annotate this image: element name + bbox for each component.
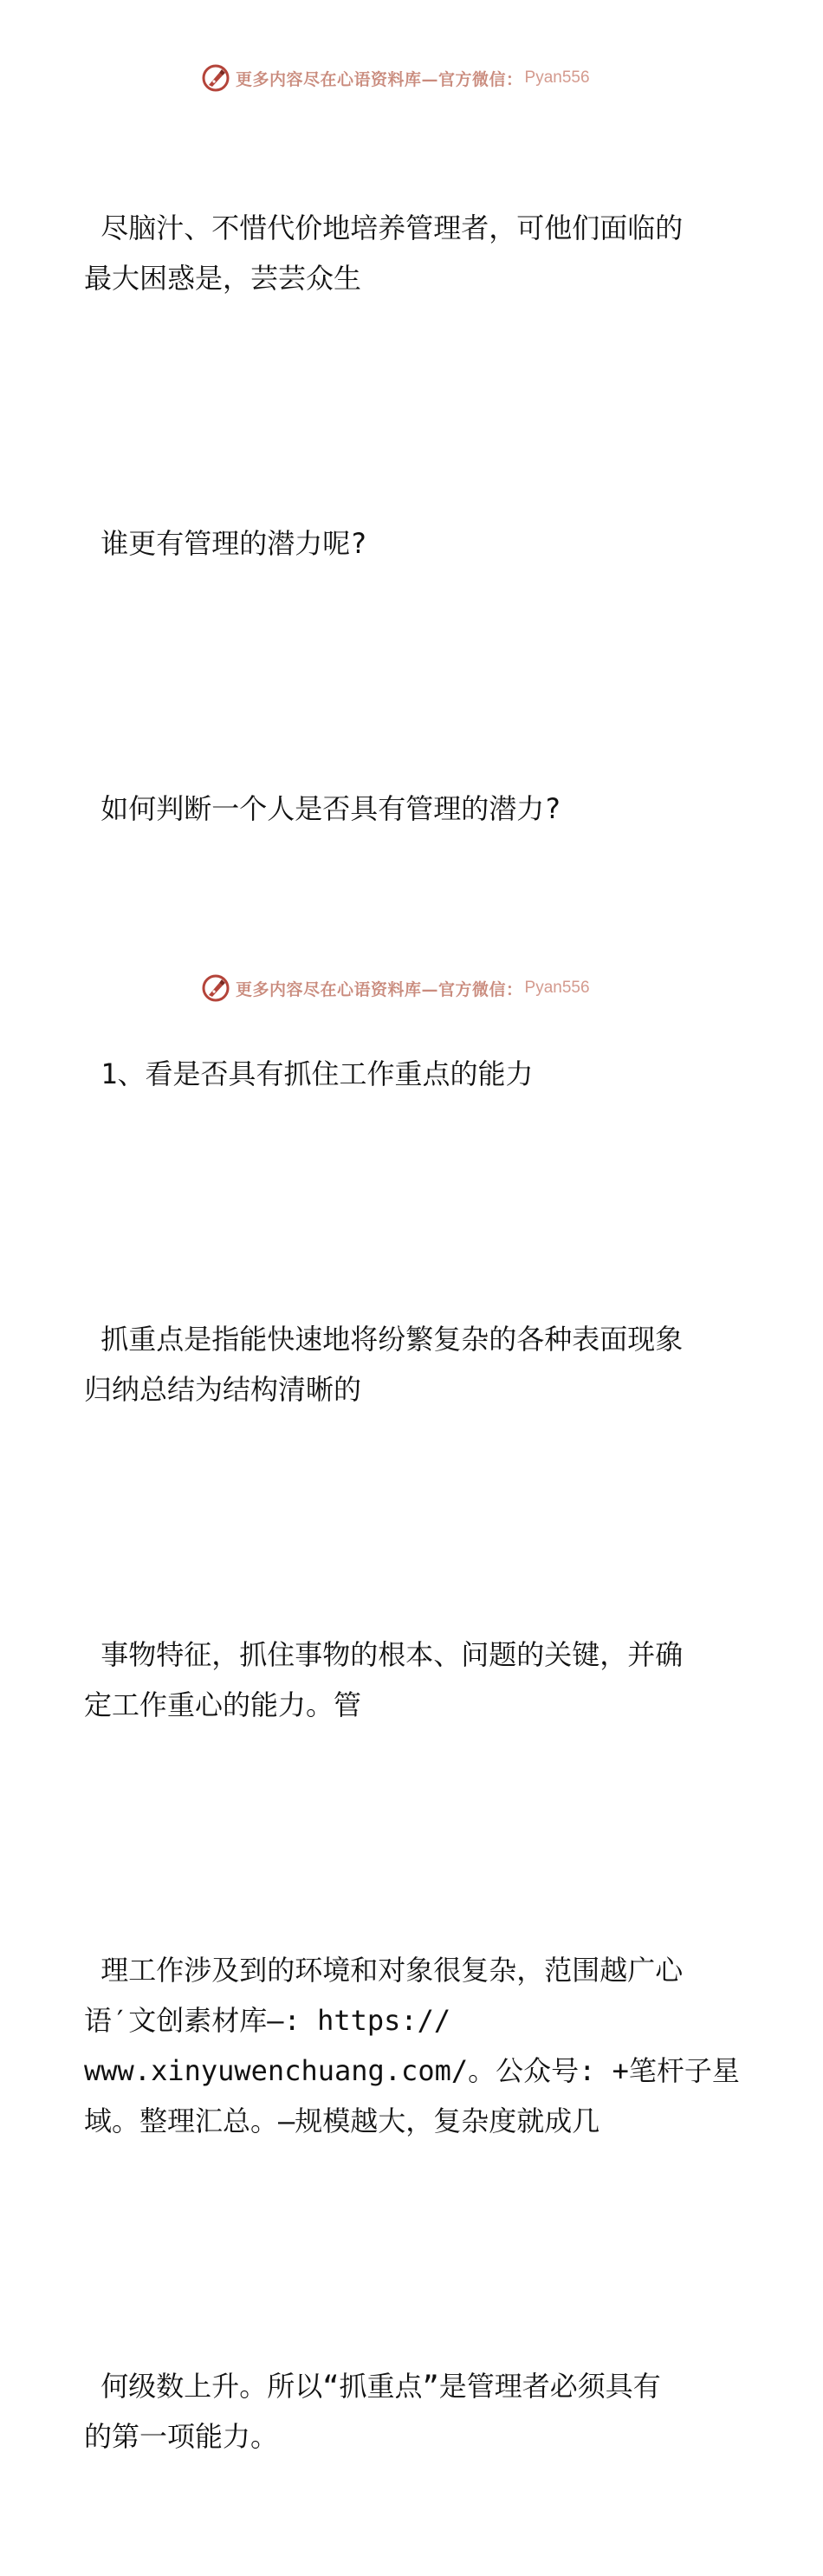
paragraph	[84, 102, 742, 404]
pen-nib-logo-icon	[201, 973, 230, 1003]
text-line: 归纳总结为结构清晰的	[84, 1373, 362, 1406]
text-line: 何级数上升。所以“抓重点”是管理者必须具有	[84, 2370, 661, 2403]
text-line: 理工作涉及到的环境和对象很复杂，范围越广心	[84, 1954, 684, 1987]
banner-text: 更多内容尽在心语资料库—官方微信：	[236, 979, 523, 999]
header-banner	[201, 61, 590, 95]
text-line: 域。整理汇总。—规模越大，复杂度就成几	[84, 2104, 600, 2137]
text-line: 尽脑汁、不惜代价地培养管理者，可他们面临的	[84, 211, 684, 244]
paragraph	[84, 1529, 742, 1831]
text-line: 抓重点是指能快速地将纷繁复杂的各种表面现象	[84, 1323, 684, 1356]
document-body	[84, 102, 742, 2576]
paragraph	[84, 418, 742, 669]
paragraph	[84, 683, 742, 934]
text-line: www.xinyuwenchuang.com/。公众号: +笔杆子星	[84, 2054, 740, 2087]
text-line: 定工作重心的能力。管	[84, 1688, 362, 1721]
text-line: 的第一项能力。	[84, 2420, 279, 2453]
footer-banner	[201, 971, 590, 1005]
text-line: 谁更有管理的潜力呢?	[84, 527, 367, 560]
paragraph	[84, 2261, 742, 2562]
text-line: 1、看是否具有抓住工作重点的能力	[84, 1057, 534, 1090]
paragraph	[84, 1844, 742, 2247]
text-line: 事物特征，抓住事物的根本、问题的关键，并确	[84, 1638, 684, 1671]
banner-wechat-id: Pyan556	[524, 68, 590, 87]
text-line: 最大困惑是，芸芸众生	[84, 262, 362, 295]
paragraph	[84, 1213, 742, 1515]
text-line: 语′文创素材库—: https://	[84, 2004, 451, 2037]
text-line: 如何判断一个人是否具有管理的潜力?	[84, 792, 561, 825]
banner-wechat-id: Pyan556	[524, 979, 590, 997]
banner-text: 更多内容尽在心语资料库—官方微信：	[236, 69, 523, 89]
pen-nib-logo-icon	[201, 63, 230, 93]
